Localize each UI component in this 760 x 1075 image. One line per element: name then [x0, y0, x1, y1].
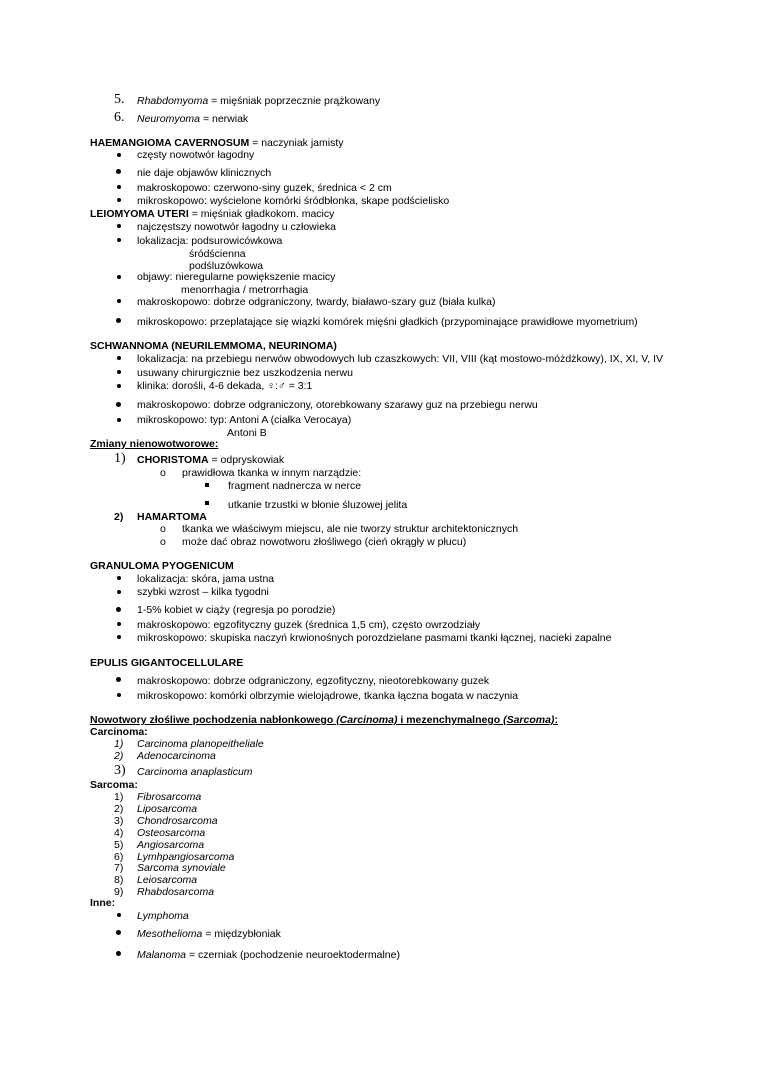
- list-item: Carcinoma anaplasticum: [137, 766, 253, 778]
- bullet: [117, 299, 121, 303]
- section-heading: HAEMANGIOMA CAVERNOSUM = naczyniak jamisty: [90, 137, 344, 149]
- bullet: [117, 356, 121, 360]
- list-number: 4): [114, 827, 124, 839]
- circle-bullet: o: [160, 523, 166, 535]
- list-item: Carcinoma planopeitheliale: [137, 738, 264, 750]
- square-bullet: [205, 483, 209, 487]
- list-item: Sarcoma synoviale: [137, 862, 226, 874]
- bullet: [116, 951, 121, 956]
- list-item: makroskopowo: egzofityczny guzek (średnica 1,5 cm), często owrzodziały: [137, 619, 481, 631]
- bullet: [117, 224, 121, 228]
- list-item: Adenocarcinoma: [137, 750, 216, 762]
- list-item: Fibrosarcoma: [137, 791, 202, 803]
- list-item: częsty nowotwór łagodny: [137, 149, 255, 161]
- list-item: mikroskopowo: typ: Antoni A (ciałka Verocaya): [137, 414, 352, 426]
- list-item: makroskopowo: dobrze odgraniczony, egzofityczny, nieotorebkowany guzek: [137, 675, 490, 687]
- list-item: mikroskopowo: komórki olbrzymie wielojądrowe, tkanka łączna bogata w naczynia: [137, 690, 519, 702]
- subsection-heading: Sarcoma:: [90, 779, 138, 791]
- list-number: 3): [114, 815, 124, 827]
- list-item: Rhabdomyoma = mięśniak poprzecznie prążkowany: [137, 95, 381, 107]
- list-number: 1): [114, 451, 126, 466]
- list-number: 9): [114, 886, 124, 898]
- subsection-heading: Inne:: [90, 897, 116, 909]
- list-number: 1): [114, 738, 124, 750]
- list-item: Leiosarcoma: [137, 874, 198, 886]
- list-number: 3): [114, 763, 126, 778]
- list-item: Lymhpangiosarcoma: [137, 851, 235, 863]
- bullet: [116, 318, 121, 323]
- square-bullet: [205, 501, 209, 505]
- list-item: lokalizacja: skóra, jama ustna: [137, 573, 275, 585]
- list-item: Osteosarcoma: [137, 827, 206, 839]
- list-item-continuation: śródścienna: [189, 248, 246, 260]
- list-item: tkanka we właściwym miejscu, ale nie tworzy struktur architektonicznych: [182, 523, 519, 535]
- list-number: 1): [114, 791, 124, 803]
- bullet: [116, 677, 121, 682]
- list-number: 6): [114, 851, 124, 863]
- bullet: [117, 370, 121, 374]
- list-item: fragment nadnercza w nerce: [228, 480, 362, 492]
- list-item: Liposarcoma: [137, 803, 198, 815]
- list-item: utkanie trzustki w błonie śluzowej jelita: [228, 499, 408, 511]
- list-item: Rhabdosarcoma: [137, 886, 215, 898]
- section-heading: SCHWANNOMA (NEURILEMMOMA, NEURINOMA): [90, 340, 337, 352]
- bullet: [117, 576, 121, 580]
- bullet: [116, 402, 121, 407]
- list-item: szybki wzrost – kilka tygodni: [137, 586, 269, 598]
- subsection-heading: CHORISTOMA = odpryskowiak: [137, 454, 285, 466]
- bullet: [117, 198, 121, 202]
- bullet: [116, 930, 121, 935]
- section-heading: Nowotwory złośliwe pochodzenia nabłonkowego (Carcinoma) i mezenchymalnego (Sarcoma):: [90, 714, 558, 726]
- list-item: makroskopowo: dobrze odgraniczony, otorebkowany szarawy guz na przebiegu nerwu: [137, 399, 538, 411]
- list-number: 2): [114, 511, 124, 523]
- bullet: [117, 913, 121, 917]
- list-item: mikroskopowo: wyścielone komórki śródbłonka, skape podścielisko: [137, 195, 450, 207]
- list-item: prawidłowa tkanka w innym narządzie:: [182, 467, 362, 479]
- bullet: [117, 185, 121, 189]
- list-number: 7): [114, 862, 124, 874]
- list-item: Angiosarcoma: [137, 839, 205, 851]
- list-item: usuwany chirurgicznie bez uszkodzenia nerwu: [137, 367, 353, 379]
- list-item: najczęstszy nowotwór łagodny u człowieka: [137, 221, 337, 233]
- subsection-heading: HAMARTOMA: [137, 511, 207, 523]
- subsection-heading: Carcinoma:: [90, 726, 148, 738]
- list-item: Malanoma = czerniak (pochodzenie neuroektodermalne): [137, 949, 400, 961]
- list-number: 8): [114, 874, 124, 886]
- list-number: 5): [114, 839, 124, 851]
- section-heading: Zmiany nienowotworowe:: [90, 438, 219, 450]
- list-number: 2): [114, 803, 124, 815]
- list-number: 5.: [114, 92, 125, 107]
- circle-bullet: o: [160, 467, 166, 479]
- list-number: 6.: [114, 110, 125, 125]
- list-item: objawy: nieregularne powiększenie macicy: [137, 271, 336, 283]
- list-item: lokalizacja: podsurowicówkowa: [137, 235, 283, 247]
- list-item: makroskopowo: dobrze odgraniczony, twardy, białawo-szary guz (biała kulka): [137, 296, 496, 308]
- bullet: [117, 153, 121, 157]
- section-heading: LEIOMYOMA UTERI = mięśniak gładkokom. macicy: [90, 208, 335, 220]
- bullet: [117, 622, 121, 626]
- list-item: Chondrosarcoma: [137, 815, 218, 827]
- bullet: [116, 607, 121, 612]
- bullet: [117, 635, 121, 639]
- list-item: Lymphoma: [137, 910, 189, 922]
- section-heading: EPULIS GIGANTOCELLULARE: [90, 657, 244, 669]
- bullet: [117, 590, 121, 594]
- list-item: nie daje objawów klinicznych: [137, 167, 272, 179]
- list-item: 1-5% kobiet w ciąży (regresja po porodzie): [137, 604, 336, 616]
- list-item: Mesothelioma = międzybłoniak: [137, 928, 281, 940]
- list-item: makroskopowo: czerwono-siny guzek, średnica < 2 cm: [137, 182, 392, 194]
- bullet: [117, 238, 121, 242]
- list-item-continuation: Antoni B: [227, 427, 267, 439]
- section-heading: GRANULOMA PYOGENICUM: [90, 560, 234, 572]
- list-item: mikroskopowo: przeplatające się wiązki komórek mięśni gładkich (przypominające prawidłowe myometrium): [137, 316, 638, 328]
- circle-bullet: o: [160, 536, 166, 548]
- list-item: lokalizacja: na przebiegu nerwów obwodowych lub czaszkowych: VII, VIII (kąt mostowo-móżdżkowy), IX, XI, V, IV: [137, 353, 663, 365]
- bullet: [117, 418, 121, 422]
- list-item-continuation: menorrhagia / metrorrhagia: [181, 284, 309, 296]
- list-item-continuation: podśluzówkowa: [189, 260, 264, 272]
- list-item: mikroskopowo: skupiska naczyń krwionośnych porozdzielane pasmami tkanki łącznej, nacieki zapalne: [137, 632, 612, 644]
- list-item: klinika: dorośli, 4-6 dekada, ♀:♂ = 3:1: [137, 380, 313, 392]
- bullet: [117, 384, 121, 388]
- bullet: [116, 169, 121, 174]
- list-item: Neuromyoma = nerwiak: [137, 113, 249, 125]
- list-number: 2): [114, 750, 124, 762]
- list-item: może dać obraz nowotworu złośliwego (cień okrągły w płucu): [182, 536, 467, 548]
- bullet: [117, 693, 121, 697]
- bullet: [117, 275, 121, 279]
